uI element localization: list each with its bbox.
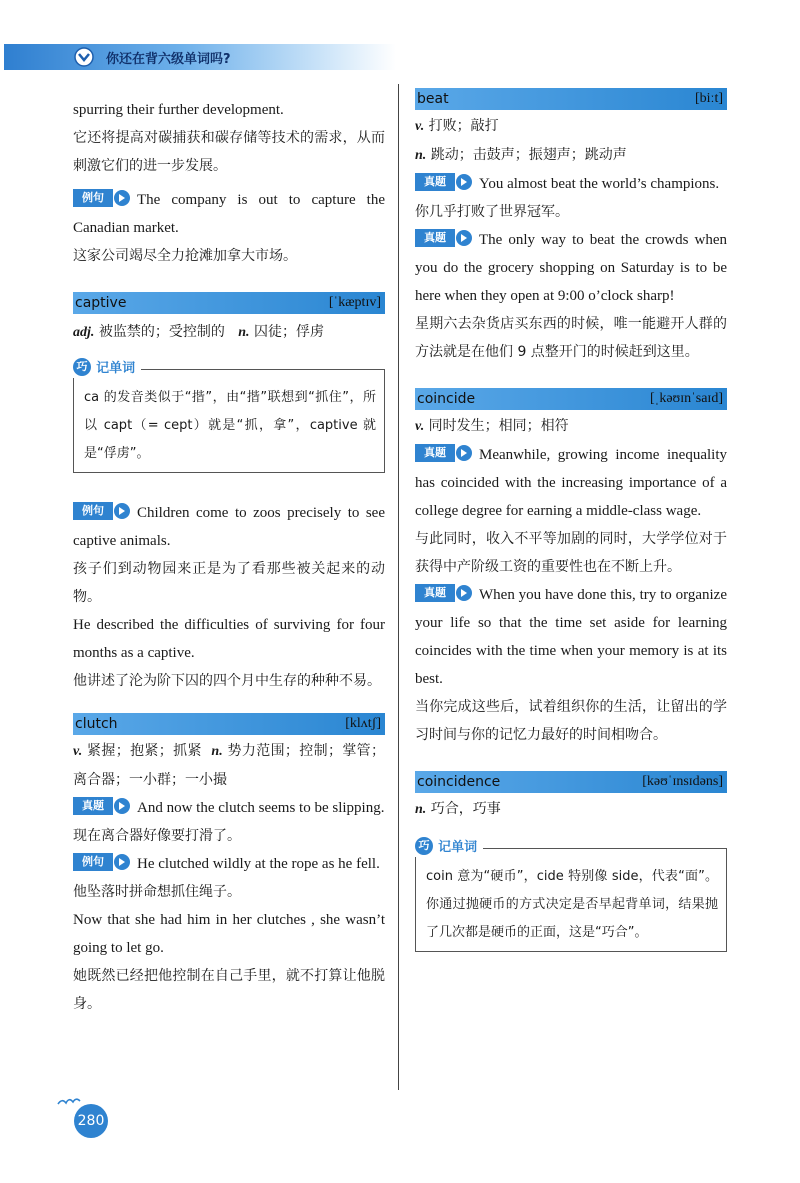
definition: adj. 被监禁的；受控制的 n. 囚徒；俘虏 [73,324,324,340]
entry-bar-clutch [73,713,385,735]
headword: beat [417,91,449,107]
arrow-icon [456,174,472,190]
exam-translation: 你几乎打败了世界冠军。 [415,204,569,220]
exam-translation: 星期六去杂货店买东西的时候，唯一能避开人群的方法就是在他们 9 点整开门的时候赶到这里。 [415,316,727,360]
exam-translation: 现在离合器好像要打滑了。 [73,828,241,844]
entry-bar-beat [415,88,727,110]
exam-sentence: 真题 And now the clutch seems to be slipping. [73,794,385,822]
example-tag: 例句 [73,853,131,871]
arrow-icon [114,503,130,519]
memory-tip-box [73,359,385,473]
exam-tag: 真题 [415,444,473,462]
example-tag: 例句 [73,189,131,207]
entry-bar-coincide [415,388,727,410]
column-divider [398,84,399,1090]
exam-tag: 真题 [415,584,473,602]
phonetic: [ˌkəʊɪnˈsaɪd] [650,391,723,406]
example-translation: 他讲述了沦为阶下囚的四个月中生存的种种不易。 [73,673,381,689]
memory-tip-text: ca 的发音类似于“揩”，由“揩”联想到“抓住”，所以 capt（= cept）就是“抓，拿”，captive 就是“俘虏”。 [84,390,376,461]
memo-icon: 巧 [415,837,433,855]
phonetic: [kəʊˈɪnsɪdəns] [642,774,723,789]
example-translation: 这家公司竭尽全力抢滩加拿大市场。 [73,248,297,264]
headword: coincide [417,391,476,407]
memory-tip-box [415,838,727,952]
example-translation: 孩子们到动物园来正是为了看那些被关起来的动物。 [73,561,385,605]
exam-translation: 与此同时，收入不平等加剧的同时，大学学位对于获得中产阶级工资的重要性也在不断上升。 [415,531,727,575]
definition: n. 跳动；击鼓声；振翅声；跳动声 [415,147,627,163]
arrow-icon [114,190,130,206]
headword: coincidence [417,774,501,790]
phonetic: [biːt] [695,91,723,106]
header-title: 你还在背六级单词吗? [106,52,231,67]
memo-icon: 巧 [73,358,91,376]
continuation-text-zh: 它还将提高对碳捕获和碳存储等技术的需求，从而刺激它们的进一步发展。 [73,130,385,174]
example-translation: 他坠落时拼命想抓住绳子。 [73,884,241,900]
exam-tag: 真题 [73,797,131,815]
left-column [73,84,385,1018]
definition: v. 紧握；抱紧；抓紧 n. 势力范围；控制；掌管；离合器；一小群；一小撮 [73,743,386,788]
example-sentence: 例句 The company is out to capture the Canadian market. [73,191,385,236]
memory-tip-header: 巧 记单词 [73,356,141,378]
arrow-icon [456,445,472,461]
running-header [4,44,396,70]
entry-bar-coincidence [415,771,727,793]
example-sentence: 例句 Children come to zoos precisely to see captive animals. [73,504,385,549]
definition: v. 打败；敲打 [415,118,499,134]
headword: clutch [75,716,118,732]
arrow-icon [114,854,130,870]
example-sentence: 例句 He clutched wildly at the rope as he fell. [73,850,385,878]
example-translation: 她既然已经把他控制在自己手里，就不打算让他脱身。 [73,968,385,1012]
continuation-text-en: spurring their further development. [73,102,284,118]
example-tag: 例句 [73,502,131,520]
definition: n. 巧合，巧事 [415,801,501,817]
exam-translation: 当你完成这些后，试着组织你的生活，让留出的学习时间与你的记忆力最好的时间相吻合。 [415,699,727,743]
exam-sentence: 真题 The only way to beat the crowds when you do the grocery shopping on Saturday is to be here when they open at 9:00 o’clock sharp! [415,231,727,304]
page-number: 280 [77,1113,105,1129]
exam-sentence: 真题 When you have done this, try to organize your life so that the time set aside for learning coincides with the time when your memory is at its best. [415,586,727,687]
headword: captive [75,295,127,311]
memory-tip-text: coin 意为“硬币”，cide 特别像 side，代表“面”。你通过抛硬币的方式决定是否早起背单词，结果抛了几次都是硬币的正面，这是“巧合”。 [426,869,718,940]
arrow-icon [114,798,130,814]
phonetic: [ˈkæptɪv] [328,295,381,310]
exam-tag: 真题 [415,173,473,191]
exam-sentence: 真题 Meanwhile, growing income inequality has coincided with the increasing importance of a college degree for earning a middle-class wage. [415,446,727,519]
example-sentence: He described the difficulties of surviving for four months as a captive. [73,617,385,661]
chevron-down-icon [74,47,94,67]
page-number-badge [70,1100,110,1140]
entry-bar-captive [73,292,385,314]
right-column [415,88,727,952]
example-sentence: Now that she had him in her clutches , she wasn’t going to let go. [73,912,385,956]
memory-tip-header: 巧 记单词 [415,835,483,857]
exam-tag: 真题 [415,229,473,247]
arrow-icon [456,585,472,601]
arrow-icon [456,230,472,246]
phonetic: [klʌtʃ] [345,716,381,731]
definition: v. 同时发生；相同；相符 [415,418,569,434]
exam-sentence: 真题 You almost beat the world’s champions. [415,170,727,198]
